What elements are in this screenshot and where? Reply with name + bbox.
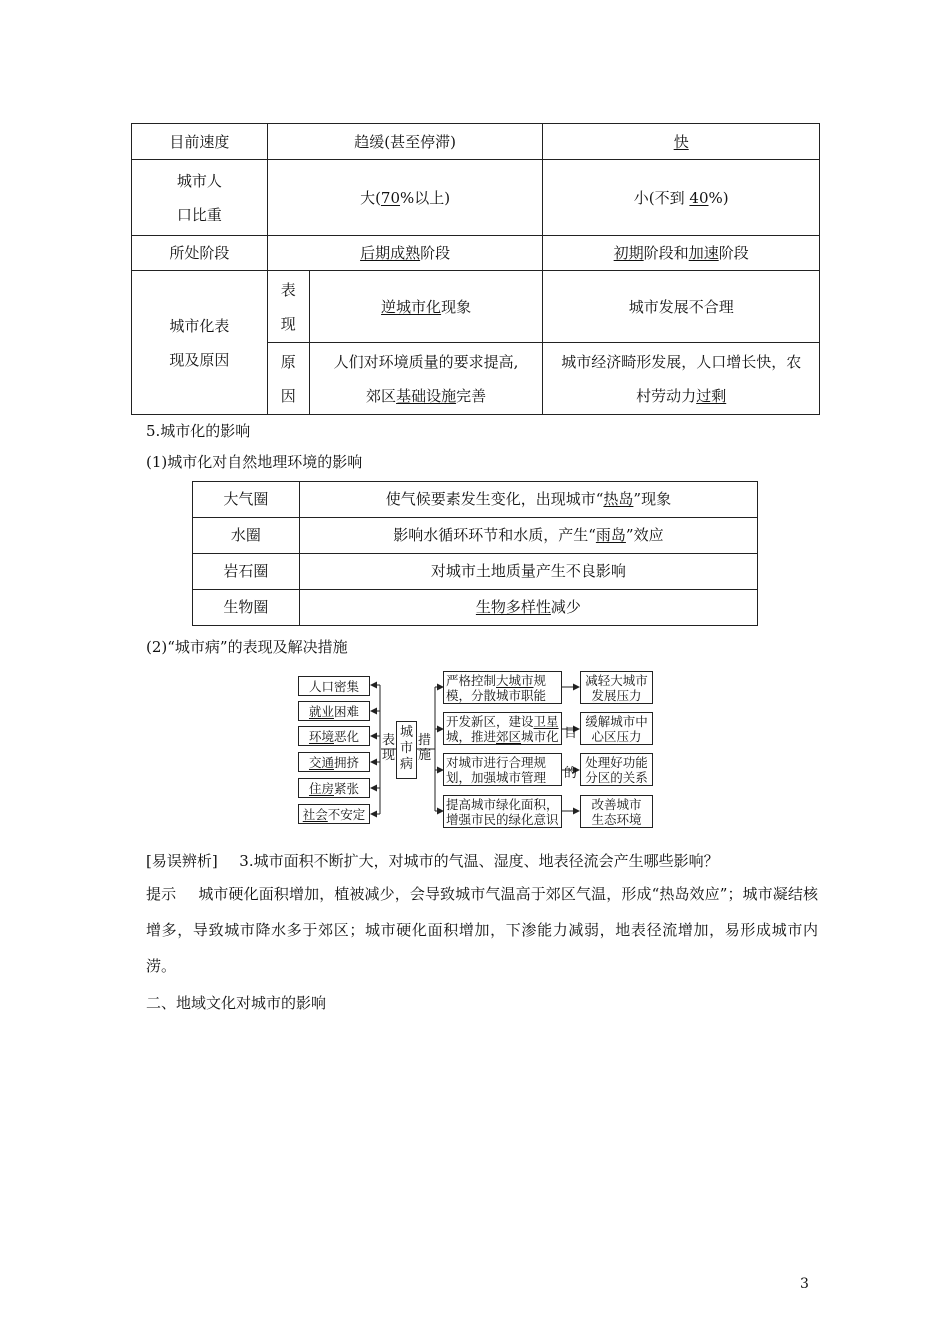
underlined-text: 就业 [308,704,334,719]
text-segment: 划，加强城市管理 [446,770,547,785]
answer-label: 提示 [146,885,177,903]
cell-line [310,345,543,379]
text-segment: %) [708,188,729,207]
effect-cell [299,554,757,590]
text-segment: 小(不到 [633,188,690,207]
developing-cell [543,124,820,160]
box-line [583,812,650,827]
underlined-text: 初期 [613,244,644,262]
environment-impact-table [192,481,758,626]
underlined-text: 郊区 [496,729,522,744]
sub-label [267,343,309,415]
measure-box [443,795,562,828]
box-line [446,755,559,770]
text-segment: 缓解城市中 [585,714,648,729]
text-segment: 村劳动力 [636,386,697,405]
label-char: 市 [399,741,413,756]
text-segment: 不安定 [327,807,366,822]
text-segment: 人们对环境质量的要求提高, [333,352,519,371]
measure-box [443,671,562,704]
label-char: 现 [382,748,396,763]
developed-cell [267,236,543,271]
answer-paragraph [146,876,818,984]
developing-cell [543,271,820,343]
text-segment: 恶化 [334,729,360,744]
underlined-text: 后期成熟 [360,244,421,262]
symptom-box [298,804,370,824]
underlined-text: 社会 [302,807,328,822]
text-segment: 阶段 [718,244,749,262]
text-segment: 处理好功能 [585,755,648,770]
text-segment: 对城市土地质量产生不良影响 [430,562,626,580]
text-segment: 对城市进行合理规 [446,755,547,770]
text-segment: 发展压力 [591,688,642,703]
underlined-text: 环境 [308,729,334,744]
text-segment: 阶段和 [643,244,689,262]
text-segment: 影响水循环环节和水质，产生“ [393,526,596,544]
box-line [446,688,559,703]
symptom-box [298,778,370,798]
developed-cell [267,124,543,160]
text-segment: 困难 [334,704,360,719]
underlined-text: 加速 [688,244,719,262]
purpose-box [580,753,653,786]
section-title: 二、地域文化对城市的影响 [146,994,327,1012]
label-line: 口比重 [176,205,222,224]
text-segment: 拥挤 [334,755,360,770]
symptom-box [298,676,370,696]
text-segment: 生态环境 [591,812,642,827]
label-line: 表 [280,280,296,299]
text-segment: 提高城市绿化面积， [446,797,559,812]
text-segment: 心区压力 [591,729,642,744]
purpose-box [580,671,653,704]
underlined-text: 雨岛 [595,526,626,544]
text-segment: %以上) [400,188,451,207]
text-segment: 减轻大城市 [585,673,648,688]
label-char: 目 [564,726,578,741]
label-char: 施 [418,748,432,763]
sphere-cell: 岩石圈 [193,554,300,590]
label-line: 城市人 [176,171,222,190]
box-line [583,770,650,785]
measures-label [418,733,431,763]
text-segment: 减少 [550,598,581,616]
row-label: 所处阶段 [132,236,268,271]
underlined-text: 逆城市化 [381,297,442,316]
text-segment: 分区的关系 [585,770,648,785]
effect-cell [299,590,757,626]
label-char: 病 [399,757,413,772]
text-segment: 人口密集 [308,679,359,694]
sphere-cell: 水圈 [193,518,300,554]
text-segment: 城市化 [521,729,559,744]
developed-cell [309,343,543,415]
city-disease-box [396,721,417,779]
text-segment: 严格控制 [446,673,497,688]
developing-cell [543,343,820,415]
developed-cell [309,271,543,343]
label-char: 城 [399,725,413,740]
label-line: 现 [280,314,296,333]
label-line: 城市化表 [169,316,230,335]
symptoms-label [382,733,395,763]
developing-cell [543,236,820,271]
text-segment: 开发新区，建设 [446,714,534,729]
row-label [132,160,268,236]
text-segment: ”效应 [625,526,664,544]
label-line: 因 [280,386,296,405]
cell-line [543,345,819,379]
underlined-text: 快 [673,132,689,151]
subsection-title: (1)城市化对自然地理环境的影响 [146,453,363,471]
underlined-text: 热岛 [603,490,634,508]
effect-cell [299,518,757,554]
answer-text: 城市硬化面积增加，植被减少，会导致城市气温高于郊区气温，形成“热岛效应”；城市凝结核增多，导致城市降水多于郊区；城市硬化面积增加，下渗能力减弱，地表径流增加，易形成城市内涝。 [146,885,818,975]
text-segment: 增强市民的绿化意识 [446,812,559,827]
box-line [446,714,559,729]
row-label: 目前速度 [132,124,268,160]
box-line [583,729,650,744]
urbanization-comparison-table [131,123,820,415]
label-line: 现及原因 [169,350,230,369]
text-segment: 改善城市 [591,797,642,812]
underlined-text: 大城市 [496,673,534,688]
yiwu-label: [易误辨析] [146,852,218,870]
box-line [583,755,650,770]
label-line: 原 [280,352,296,371]
underlined-text: 70 [380,188,401,207]
underlined-text: 交通 [308,755,334,770]
text-segment: 郊区 [366,386,397,405]
text-segment: 使气候要素发生变化，出现城市“ [385,490,604,508]
text-segment: 阶段 [420,244,451,262]
label-char: 的 [564,766,578,781]
text-segment: 紧张 [334,781,360,796]
purpose-box [580,712,653,745]
text-segment: 大( [360,188,381,207]
box-line [446,797,559,812]
sub-label [267,271,309,343]
box-line [446,812,559,827]
box-line [446,673,559,688]
measure-box [443,712,562,745]
measure-box [443,753,562,786]
sphere-cell: 生物圈 [193,590,300,626]
underlined-text: 过剩 [696,386,727,405]
cell-line [543,379,819,413]
section-title: 5.城市化的影响 [146,422,251,440]
text-segment: 趋缓(甚至停滞) [354,132,456,151]
text-segment: 城市经济畸形发展，人口增长快，农 [561,352,802,371]
question-line [146,851,719,871]
row-label [132,271,268,415]
symptom-box [298,726,370,746]
label-char: 表 [382,733,396,748]
box-line [583,797,650,812]
symptom-box [298,752,370,772]
underlined-text: 住房 [308,781,334,796]
underlined-text: 基础设施 [396,386,457,405]
underlined-text: 卫星 [533,714,559,729]
effect-cell [299,482,757,518]
symptom-box [298,701,370,721]
text-segment: 城市发展不合理 [628,297,734,316]
box-line [583,673,650,688]
box-line [583,714,650,729]
developing-cell [543,160,820,236]
box-line [446,729,559,744]
text-segment: 规 [533,673,547,688]
sphere-cell: 大气圈 [193,482,300,518]
developed-cell [267,160,543,236]
purpose-box [580,795,653,828]
purpose-label [564,714,577,794]
box-line [446,770,559,785]
cell-line [310,379,543,413]
underlined-text: 40 [689,188,709,207]
question-text: 3.城市面积不断扩大，对城市的气温、湿度、地表径流会产生哪些影响？ [239,852,719,870]
label-char: 措 [418,733,432,748]
text-segment: 现象 [441,297,472,316]
text-segment: 模，分散城市职能 [446,688,547,703]
subsection-title: (2)“城市病”的表现及解决措施 [146,638,348,656]
underlined-text: 生物多样性 [475,598,551,616]
box-line [583,688,650,703]
page-number: 3 [800,1276,809,1292]
text-segment: 城，推进 [446,729,497,744]
text-segment: ”现象 [633,490,672,508]
text-segment: 完善 [456,386,487,405]
